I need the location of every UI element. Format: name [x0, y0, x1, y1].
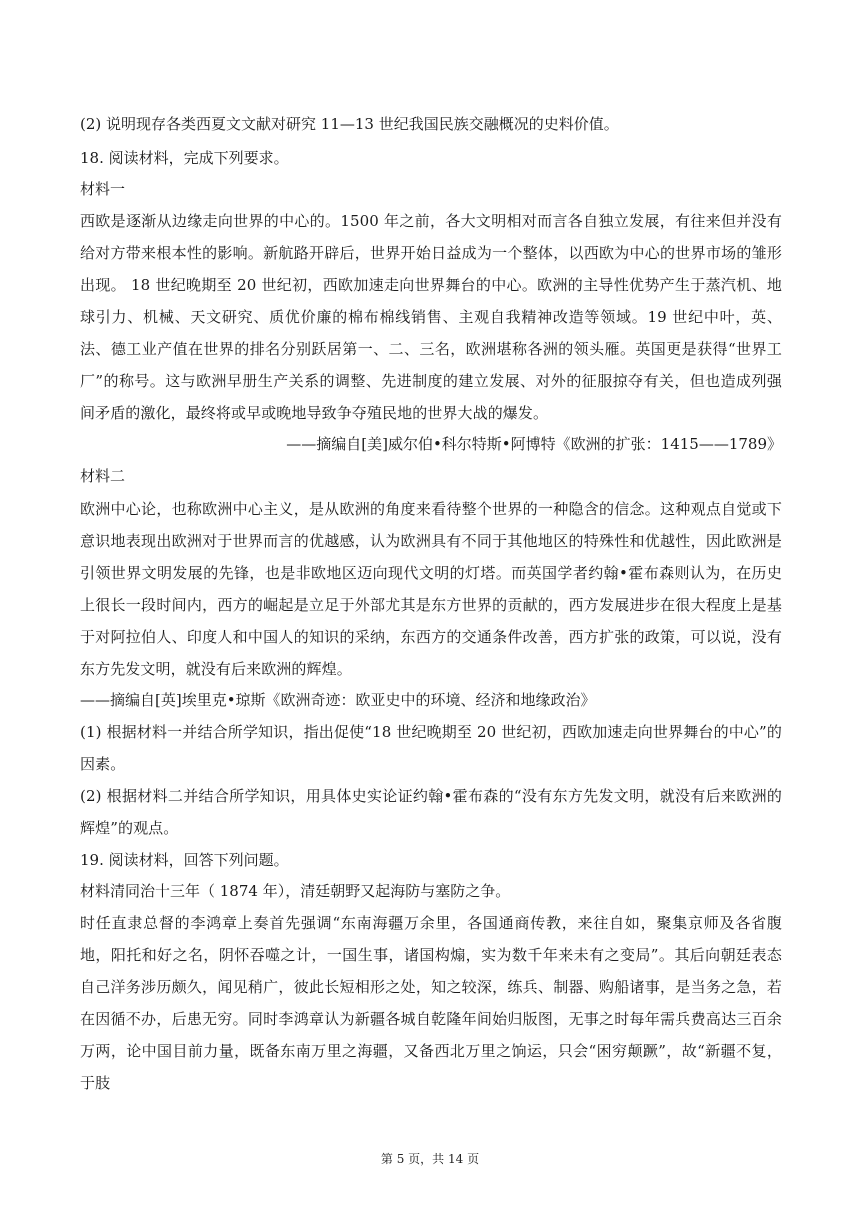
page-footer: 第 5 页，共 14 页: [380, 1152, 480, 1166]
material1-text: 西欧是逐渐从边缘走向世界的中心的。1500 年之前，各大文明相对而言各自独立发展，有往来但并没有给对方带来根本性的影响。新航路开辟后，世界开始日益成为一个整体，以西欧为中心的世界市场的雏形出现。 18 世纪晚期至 20 世纪初，西欧加速走向世界舞台的中心。欧洲的主导性优势产生于蒸汽机、地球引力、机械、天文研究、质优价廉的棉布棉线销售、主观自我精神改造等领域。19 世纪中叶，英、法、德工业产值在世界的排名分别跃居第一、二、三名，欧洲堪称各洲的领头雁。英国更是获得“世界工厂”的称号。这与欧洲早册生产关系的调整、先进制度的建立发展、对外的征服掠夺有关，但也造成列强间矛盾的激化，最终将或早或晚地导致争夺殖民地的世界大战的爆发。: [80, 212, 782, 422]
q18-part1: (1) 根据材料一并结合所学知识，指出促使“18 世纪晚期至 20 世纪初，西欧加速走向世界舞台的中心”的因素。: [80, 723, 782, 773]
q19-material-intro: 材料清同治十三年（ 1874 年），清廷朝野又起海防与塞防之争。: [80, 882, 511, 900]
q19-title: 19. 阅读材料，回答下列问题。: [80, 851, 289, 869]
material2-label: 材料二: [80, 467, 126, 485]
q18-title: 18. 阅读材料，完成下列要求。: [80, 149, 289, 167]
document-content: [80, 111, 782, 1099]
material2-source: ——摘编自[英]埃里克•琼斯《欧洲奇迹：欧亚史中的环境、经济和地缘政治》: [80, 691, 596, 709]
q18-part2: (2) 根据材料二并结合所学知识，用具体史实论证约翰•霍布森的“没有东方先发文明，就没有后来欧洲的辉煌”的观点。: [80, 787, 782, 837]
material1-label: 材料一: [80, 180, 126, 198]
material2-text: 欧洲中心论，也称欧洲中心主义，是从欧洲的角度来看待整个世界的一种隐含的信念。这种观点自觉或下意识地表现出欧洲对于世界而言的优越感，认为欧洲具有不同于其他地区的特殊性和优越性，因此欧洲是引领世界文明发展的先锋，也是非欧地区迈向现代文明的灯塔。而英国学者约翰•霍布森则认为，在历史上很长一段时间内，西方的崛起是立足于外部尤其是东方世界的贡献的，西方发展进步在很大程度上是基于对阿拉伯人、印度人和中国人的知识的采纳，东西方的交通条件改善，西方扩张的政策，可以说，没有东方先发文明，就没有后来欧洲的辉煌。: [80, 500, 782, 678]
q17-part2: (2) 说明现存各类西夏文文献对研究 11—13 世纪我国民族交融概况的史料价值。: [80, 115, 619, 133]
material1-source: ——摘编自[美]威尔伯•科尔特斯•阿博特《欧洲的扩张：1415——1789》: [286, 435, 782, 453]
q19-material-text: 时任直隶总督的李鸿章上奏首先强调“东南海疆万余里，各国通商传教，来往自如，聚集京师及各省腹地，阳托和好之名，阴怀吞噬之计，一国生事，诸国构煽，实为数千年来未有之变局”。其后向朝廷表态自己洋务涉历颇久，闻见稍广，彼此长短相形之处，知之较深，练兵、制器、购船诸事，是当务之急，若在因循不办，后患无穷。同时李鸿章认为新疆各城自乾隆年间始归版图，无事之时每年需兵费高达三百余万两，论中国目前力量，既备东南万里之海疆，又备西北万里之饷运，只会“困穷颠蹶”，故“新疆不复，于肢: [80, 914, 782, 1092]
